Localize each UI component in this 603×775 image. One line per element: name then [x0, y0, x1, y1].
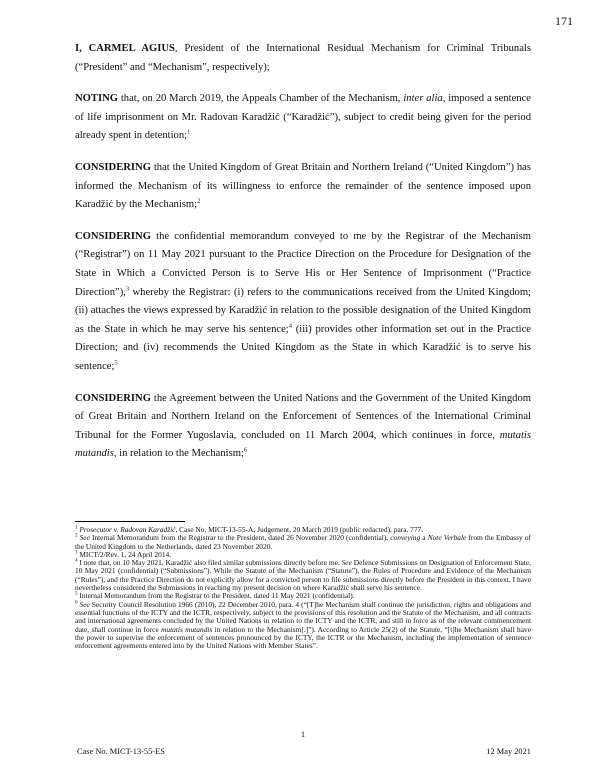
paragraph-lead: CONSIDERING	[75, 161, 151, 173]
italic-text: See	[79, 533, 90, 543]
page-number: 171	[555, 14, 573, 28]
footnote-text: in relation to the Mechanism[.]”). According to Article 25(2) of the Statute, “[t]he Mechanism shall have the power to supervise the enforcement of sentences pronounced by the ICTY, the ICTR or the Mechanism, including the implementation of sentence enforcement agreements entered into by the United Nations with Member States”.	[75, 624, 532, 651]
paragraph-text: (iii) provides other information set out in the Practice Direction; and (iv) recommends the United Kingdom as the State in which Karadžić is to serve his sentence;	[75, 323, 531, 372]
footnotes	[75, 526, 531, 650]
footnote-ref[interactable]: 4	[288, 322, 292, 330]
footnote-number: 5	[75, 591, 78, 597]
paragraph-text: the confidential memorandum conveyed to me by the Registrar of the Mechanism (“Registrar”) on 11 May 2021 pursuant to the Practice Direction on the Procedure for Designation of the State in Which a Convicted Person is to Serve His or Her Sentence of Imprisonment (“Practice Direction”),	[75, 230, 531, 298]
footnote-text: , Case No. MICT-13-55-A, Judgement, 20 March 2019 (public redacted), para. 777.	[175, 525, 424, 534]
paragraph-text: that the United Kingdom of Great Britain and Northern Ireland (“United Kingdom”) has informed the Mechanism of its willingness to enforce the remainder of the sentence imposed upon Karadžić by the Mechanism;	[75, 161, 531, 211]
italic-text: See	[341, 558, 352, 568]
footnote-ref[interactable]: 3	[125, 285, 130, 292]
italic-text: mutatis mutandis	[75, 429, 531, 460]
footnote-6	[75, 601, 531, 651]
footer-date: 12 May 2021	[486, 747, 531, 756]
italic-text: See	[79, 599, 90, 609]
paragraph-text: that, on 20 March 2019, the Appeals Chamber of the Mechanism,	[117, 93, 404, 105]
footnote-number: 6	[75, 600, 78, 606]
paragraph-text: whereby the Registrar: (i) refers to the communications received from the United Kingdom; (ii) attaches the views expressed by Karadžić in relation to the possible designation of the United Kingdom as the State in which he may serve his sentence;	[75, 286, 531, 335]
paragraph-president	[75, 40, 531, 77]
footnote-text: MICT/2/Rev. 1, 24 April 2014.	[79, 549, 172, 559]
italic-text: inter alia	[403, 93, 443, 105]
paragraph-noting	[75, 90, 531, 146]
footnote-divider	[75, 521, 185, 522]
footnote-number: 4	[75, 558, 78, 564]
paragraph-text: , in relation to the Mechanism;	[113, 448, 244, 460]
footnote-text: from the Embassy of the United Kingdom to the Netherlands, dated 23 November 2020.	[75, 533, 531, 551]
italic-text: Note Verbale	[427, 533, 467, 543]
footnote-number: 2	[75, 533, 78, 539]
page-footer	[75, 730, 531, 770]
footnote-2	[75, 534, 531, 551]
italic-text: Prosecutor v. Radovan Karadžić	[79, 525, 176, 534]
paragraph-text: , President of the International Residual Mechanism for Criminal Tribunals (“President” and “Mechanism”, respectively);	[75, 43, 531, 73]
paragraph-considering-memorandum	[75, 228, 531, 377]
document-body	[75, 40, 531, 477]
paragraph-considering-uk	[75, 159, 531, 215]
italic-text: mutatis mutandis	[161, 624, 213, 634]
footer-case-number: Case No. MICT-13-55-ES	[77, 747, 165, 756]
footer-page-number: 1	[300, 730, 306, 739]
footnote-ref[interactable]: 5	[114, 359, 118, 367]
footnote-ref[interactable]: 6	[243, 446, 248, 454]
footnote-text: Defence Submissions on Designation of Enforcement State, 10 May 2021 (confidential) (“Submissions”). While the Statute of the Mechanism (“Statute”), the Rules of Procedure and Evidence of the Mechanism (“Rules”), and the Practice Direction do not explicitly allow for a convicted person to file submissions directly before the President in this context, I have nevertheless considered the Submissions in reaching my present decision on where Karadžić shall serve his sentence.	[75, 558, 531, 593]
italic-text: conveying	[390, 533, 421, 543]
paragraph-text: the Agreement between the United Nations and the Government of the United Kingdom of Great Britain and Northern Ireland on the Enforcement of Sentences of the International Criminal Tribunal for the Former Yugoslavia, concluded on 11 March 2004, which continues in force,	[75, 392, 531, 441]
paragraph-text: , imposed a sentence of life imprisonment on Mr. Radovan Karadžić (“Karadžić”), subject to credit being given for the period already spent in detention;	[75, 93, 532, 142]
paragraph-lead: I, CARMEL AGIUS	[75, 43, 175, 54]
paragraph-lead: CONSIDERING	[75, 392, 151, 404]
footnote-text: Security Council Resolution 1966 (2010), 22 December 2010, para. 4 (“[T]he Mechanism shall continue the jurisdiction, rights and obligations and essential functions of the ICTY and the ICTR, respectively, subject to the provisions of this resolution and the Statute of the Mechanism, and all contracts and international agreements concluded by the United Nations in relation to the ICTY and the ICTR, and still in force as of the relevant commencement date, shall continue in force	[75, 599, 531, 634]
footnote-4	[75, 559, 531, 592]
paragraph-lead: NOTING	[75, 93, 118, 105]
footnote-number: 3	[75, 550, 78, 556]
footnote-text: Internal Memorandum from the Registrar to the President, dated 11 May 2021 (confidential).	[79, 591, 355, 601]
paragraph-considering-agreement	[75, 390, 531, 464]
footnote-ref[interactable]: 1	[187, 128, 191, 136]
paragraph-lead: CONSIDERING	[75, 230, 151, 242]
footnote-text: I note that, on 10 May 2021, Karadžić also filed similar submissions directly before me.	[79, 558, 342, 568]
footnote-number: 1	[75, 525, 78, 531]
footnote-ref[interactable]: 2	[197, 197, 201, 205]
footnote-text: a	[420, 533, 428, 543]
footnote-text: Internal Memorandum from the Registrar to the President, dated 26 November 2020 (confidential),	[89, 533, 391, 543]
